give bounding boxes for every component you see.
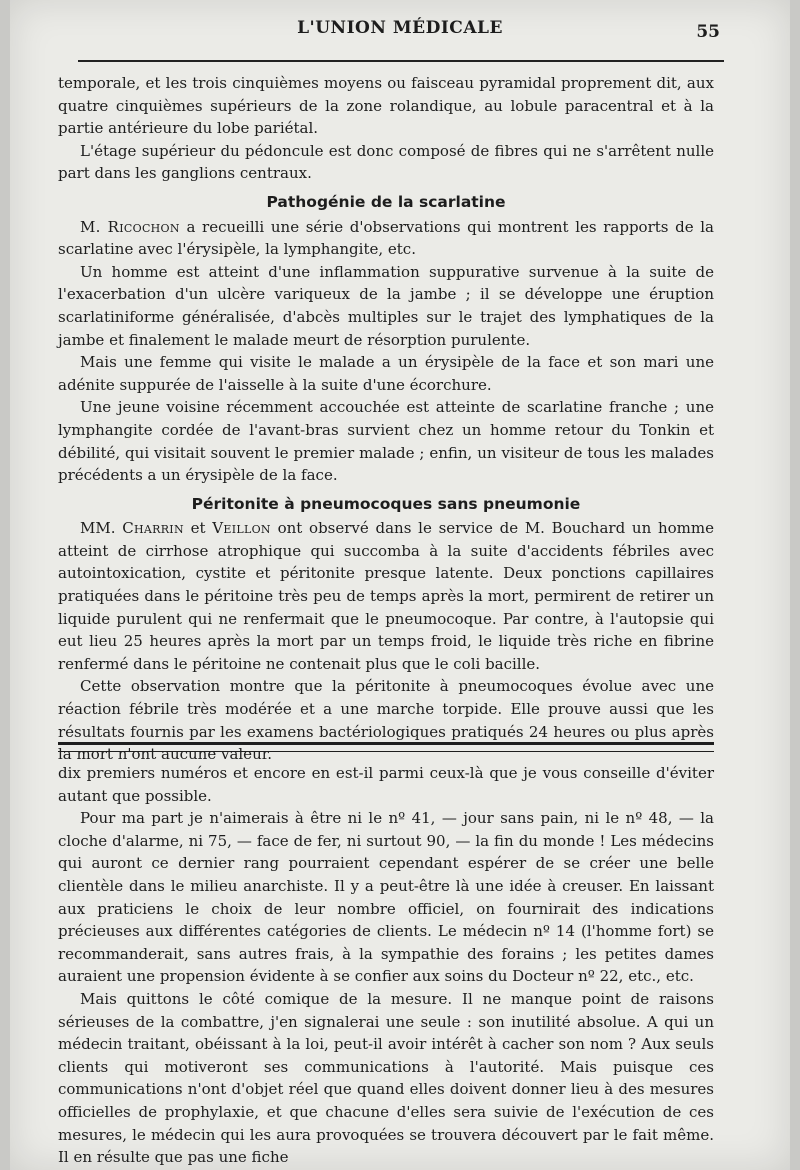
- paragraph-case-woman: Mais une femme qui visite le malade a un érysipèle de la face et son mari une adénite suppurée de l'aisselle à la suite d'une écorchure.: [58, 353, 714, 394]
- author-name: Charrin: [122, 519, 184, 538]
- upper-column: [58, 72, 714, 766]
- paragraph-observation: Cette observation montre que la péritonite à pneumocoques évolue avec une réaction fébrile très modérée et a une marche torpide. Elle prouve aussi que les résultats fournis par les examens bactériologiques pratiqués 24 heures ou plus après la mort n'ont aucune valeur.: [58, 677, 714, 764]
- connector-text: et: [183, 519, 213, 538]
- author-name: Veillon: [212, 519, 271, 538]
- paragraph-peduncle: L'étage supérieur du pédoncule est donc composé de fibres qui ne s'arrêtent nulle part dans les ganglions centraux.: [58, 141, 714, 183]
- paragraph-numbers: Pour ma part je n'aimerais à être ni le nº 41, — jour sans pain, ni le nº 48, — la cloche d'alarme, ni 75, — face de fer, ni surtout 90, — la fin du monde ! Les médecins qui auront ce dernier rang pourraient cependant espérer de se créer une belle clientèle dans le milieu anarchiste. Il y a peut-être là une idée à creuser. En laissant aux praticiens le choix de leur nombre officiel, on fournirait des indications précieuses aux différentes catégories de clients. Le médecin nº 14 (l'homme fort) se recommanderait, sans autres frais, à la sympathie des forains ; les petites dames auraient une propension évidente à se confier aux soins du Docteur nº 22, etc., etc.: [58, 809, 714, 986]
- lower-column: [58, 762, 714, 1169]
- paragraph-text: ont observé dans le service de M. Bouchard un homme atteint de cirrhose atrophique qui succomba à la suite d'accidents fébriles avec autointoxication, cystite et péritonite presque latente. Deux ponctions capillaires pratiquées dans le péritoine très peu de temps après la mort, permirent de retirer un liquide purulent qui ne renfermait que le pneumocoque. Par contre, à l'autopsie qui eut lieu 25 heures après la mort par un temps froid, le liquide très riche en fibrine renfermé dans le péritoine ne contenait plus que le coli bacille.: [58, 519, 714, 673]
- paragraph-continuation: dix premiers numéros et encore en est-il parmi ceux-là que je vous conseille d'éviter autant que possible.: [58, 764, 714, 805]
- author-name: M. Ricochon: [80, 217, 180, 236]
- paragraph-charrin-veillon: [58, 517, 714, 675]
- paragraph-case-man: Un homme est atteint d'une inflammation suppurative survenue à la suite de l'exacerbation d'un ulcère variqueux de la jambe ; il se développe une éruption scarlatiniforme généralisée, d'abcès multiples sur le trajet des lymphatiques de la jambe et finalement le malade meurt de résorption purulente.: [58, 262, 714, 349]
- prefix-text: MM.: [80, 519, 123, 538]
- paragraph-measure: Mais quittons le côté comique de la mesure. Il ne manque point de raisons sérieuses de la combattre, j'en signalerai une seule : son inutilité absolue. A qui un médecin traitant, obéissant à la loi, peut-il avoir intérêt à cacher son nom ? Aux seuls clients qui motiveront ses communications à l'autorité. Mais puisque ces communications n'ont d'objet réel que quand elles doivent donner lieu à des mesures officielles de prophylaxie, et que chacune d'elles sera suivie de l'exécution de ces mesures, le médecin qui les aura provoquées se trouvera découvert par le fait même. Il en résulte que pas une fiche: [58, 989, 714, 1167]
- paragraph-text: a recueilli une série d'observations qui montrent les rapports de la scarlatine avec l'érysipèle, la lymphangite, etc.: [58, 217, 715, 259]
- page-number: 55: [696, 22, 720, 42]
- paragraph-case-neighbor: Une jeune voisine récemment accouchée est atteinte de scarlatine franche ; une lymphangite cordée de l'avant-bras survient chez un homme retour du Tonkin et débilité, qui visitait souvent le premier malade ; enfin, un visiteur de tous les malades précédents a un érysipèle de la face.: [58, 398, 714, 485]
- header-rule: [78, 60, 724, 62]
- section-heading-peritonite: Péritonite à pneumocoques sans pneumonie: [191, 494, 581, 513]
- paragraph-continuation: temporale, et les trois cinquièmes moyens ou faisceau pyramidal proprement dit, aux quatre cinquièmes supérieurs de la zone rolandique, au lobule paracentral et à la partie antérieure du lobe pariétal.: [58, 74, 714, 138]
- paragraph-ricochon: [58, 216, 714, 261]
- section-divider: [58, 742, 714, 752]
- section-heading-scarlatine: Pathogénie de la scarlatine: [266, 192, 506, 211]
- running-title: L'UNION MÉDICALE: [297, 18, 503, 38]
